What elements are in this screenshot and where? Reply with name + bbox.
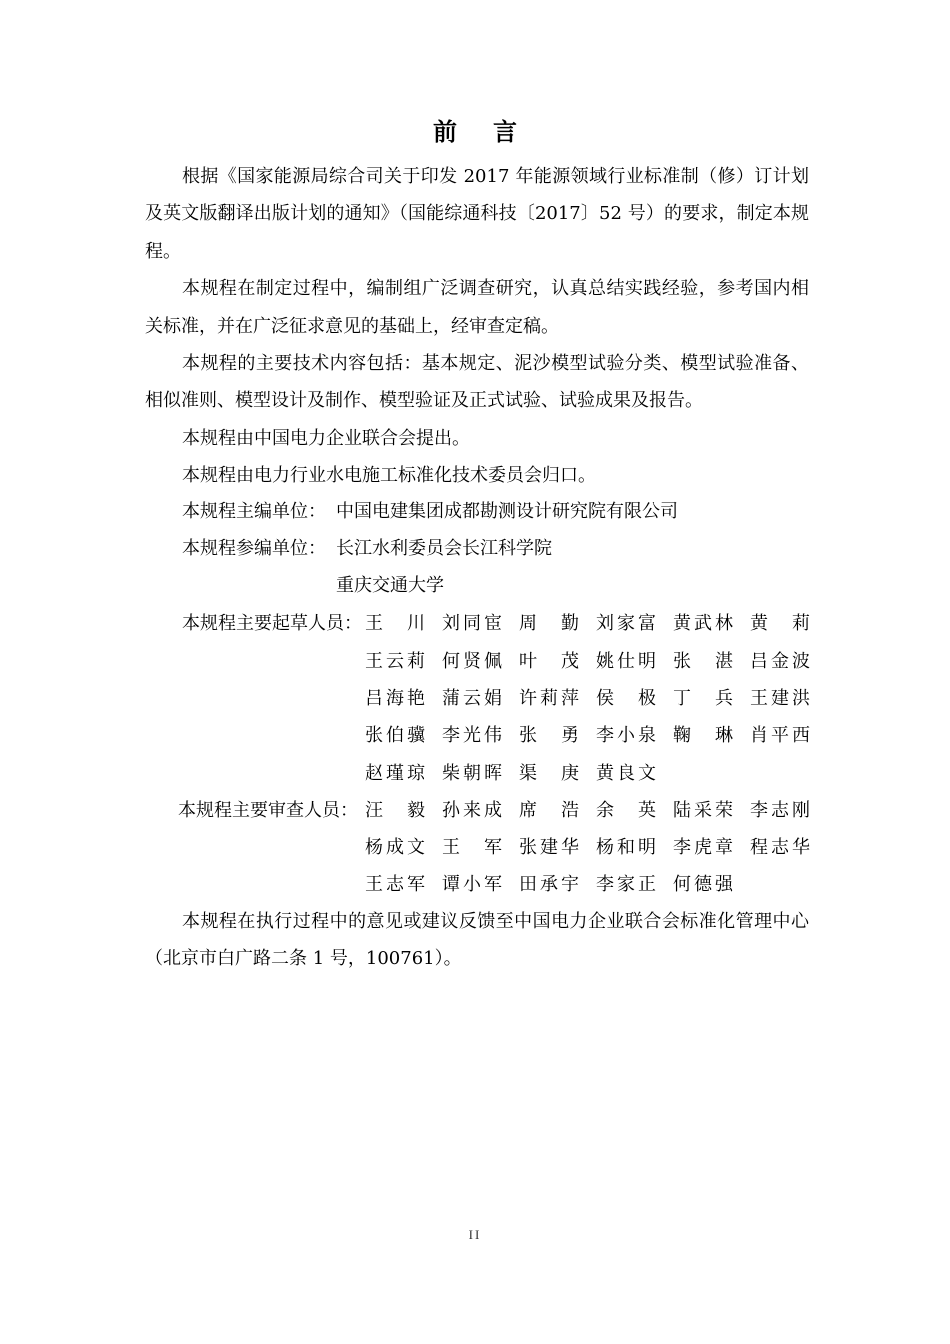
reviewer-name: 何德强 [673, 874, 733, 895]
paragraph-basis: 根据《国家能源局综合司关于印发 2017 年能源领域行业标准制（修）订计划及英文版翻译出版计划的通知》（国能综通科技〔2017〕52 号）的要求，制定本规程。 [145, 166, 809, 262]
drafter-name: 张 湛 [673, 651, 733, 672]
drafter-name: 王 川 [365, 613, 425, 634]
chief-unit-line [145, 493, 815, 530]
reviewer-name: 席 浩 [519, 800, 579, 821]
feedback-block [145, 903, 809, 978]
drafter-name: 赵瑾琼 [365, 763, 425, 784]
reviewer-name: 李家正 [596, 874, 656, 895]
drafter-name: 叶 茂 [519, 651, 579, 672]
paragraph-process: 本规程在制定过程中，编制组广泛调查研究，认真总结实践经验，参考国内相关标准，并在广泛征求意见的基础上，经审查定稿。 [145, 278, 809, 337]
paragraph-content: 本规程的主要技术内容包括：基本规定、泥沙模型试验分类、模型试验准备、相似准则、模型设计及制作、模型验证及正式试验、试验成果及报告。 [145, 353, 809, 412]
reviewers-row [145, 792, 815, 829]
reviewer-name: 杨成文 [365, 837, 425, 858]
drafter-name: 柴朝晖 [442, 763, 502, 784]
drafter-name: 鞠 琳 [673, 725, 733, 746]
drafter-name: 丁 兵 [673, 688, 733, 709]
participating-units-label: 本规程参编单位： [182, 538, 326, 559]
reviewer-name: 王 军 [442, 837, 502, 858]
page-number: II [468, 1227, 482, 1242]
reviewers-row [145, 829, 815, 866]
drafter-name: 侯 极 [596, 688, 656, 709]
reviewer-name: 李虎章 [673, 837, 733, 858]
paragraph-administrator: 本规程由电力行业水电施工标准化技术委员会归口。 [182, 465, 596, 487]
reviewer-name: 余 英 [596, 800, 656, 821]
drafters-row [145, 643, 815, 680]
reviewer-name: 张建华 [519, 837, 579, 858]
drafter-name: 周 勤 [519, 613, 579, 634]
drafter-name: 李小泉 [596, 725, 656, 746]
chief-unit-label: 本规程主编单位： [182, 501, 326, 522]
drafter-name: 黄良文 [596, 763, 656, 784]
participating-unit: 长江水利委员会长江科学院 [336, 538, 552, 559]
drafters-row [145, 717, 815, 754]
drafters-label: 本规程主要起草人员： [182, 613, 362, 634]
drafter-name: 肖平西 [750, 725, 810, 746]
drafter-name: 黄武林 [673, 613, 733, 634]
drafter-name: 王建洪 [750, 688, 810, 709]
participating-unit: 重庆交通大学 [336, 575, 444, 596]
drafter-name: 刘家富 [596, 613, 656, 634]
reviewer-name: 王志军 [365, 874, 425, 895]
reviewers-row [145, 866, 815, 903]
drafter-name: 吕金波 [750, 651, 810, 672]
drafter-name: 蒲云娟 [442, 688, 502, 709]
drafter-name: 渠 庚 [519, 763, 579, 784]
drafters-row [145, 755, 815, 792]
drafter-name: 吕海艳 [365, 688, 425, 709]
drafter-name: 姚仕明 [596, 651, 656, 672]
drafter-name: 张 勇 [519, 725, 579, 746]
paragraph-feedback: 本规程在执行过程中的意见或建议反馈至中国电力企业联合会标准化管理中心（北京市白广路二条 1 号，100761）。 [145, 911, 809, 970]
participating-units-line [145, 567, 815, 604]
drafter-name: 黄 莉 [750, 613, 810, 634]
drafters-row [145, 680, 815, 717]
drafter-name: 王云莉 [365, 651, 425, 672]
drafter-name: 李光伟 [442, 725, 502, 746]
intro-paragraphs [145, 158, 809, 495]
reviewer-name: 汪 毅 [365, 800, 425, 821]
drafter-name: 刘同宦 [442, 613, 502, 634]
reviewer-name: 谭小军 [442, 874, 502, 895]
reviewer-name: 孙来成 [442, 800, 502, 821]
page-title: 前言 [433, 117, 553, 146]
chief-unit-value: 中国电建集团成都勘测设计研究院有限公司 [336, 501, 678, 522]
drafter-name: 何贤佩 [442, 651, 502, 672]
reviewer-name: 李志刚 [750, 800, 810, 821]
reviewer-name: 程志华 [750, 837, 810, 858]
reviewer-name: 杨和明 [596, 837, 656, 858]
reviewer-name: 田承宇 [519, 874, 579, 895]
drafter-name: 张伯骥 [365, 725, 425, 746]
reviewer-name: 陆采荣 [673, 800, 733, 821]
reviewers-label: 本规程主要审查人员： [178, 800, 358, 821]
drafter-name: 许莉萍 [519, 688, 579, 709]
drafters-row [145, 605, 815, 642]
participating-units-line [145, 530, 815, 567]
paragraph-proposer: 本规程由中国电力企业联合会提出。 [182, 427, 470, 449]
